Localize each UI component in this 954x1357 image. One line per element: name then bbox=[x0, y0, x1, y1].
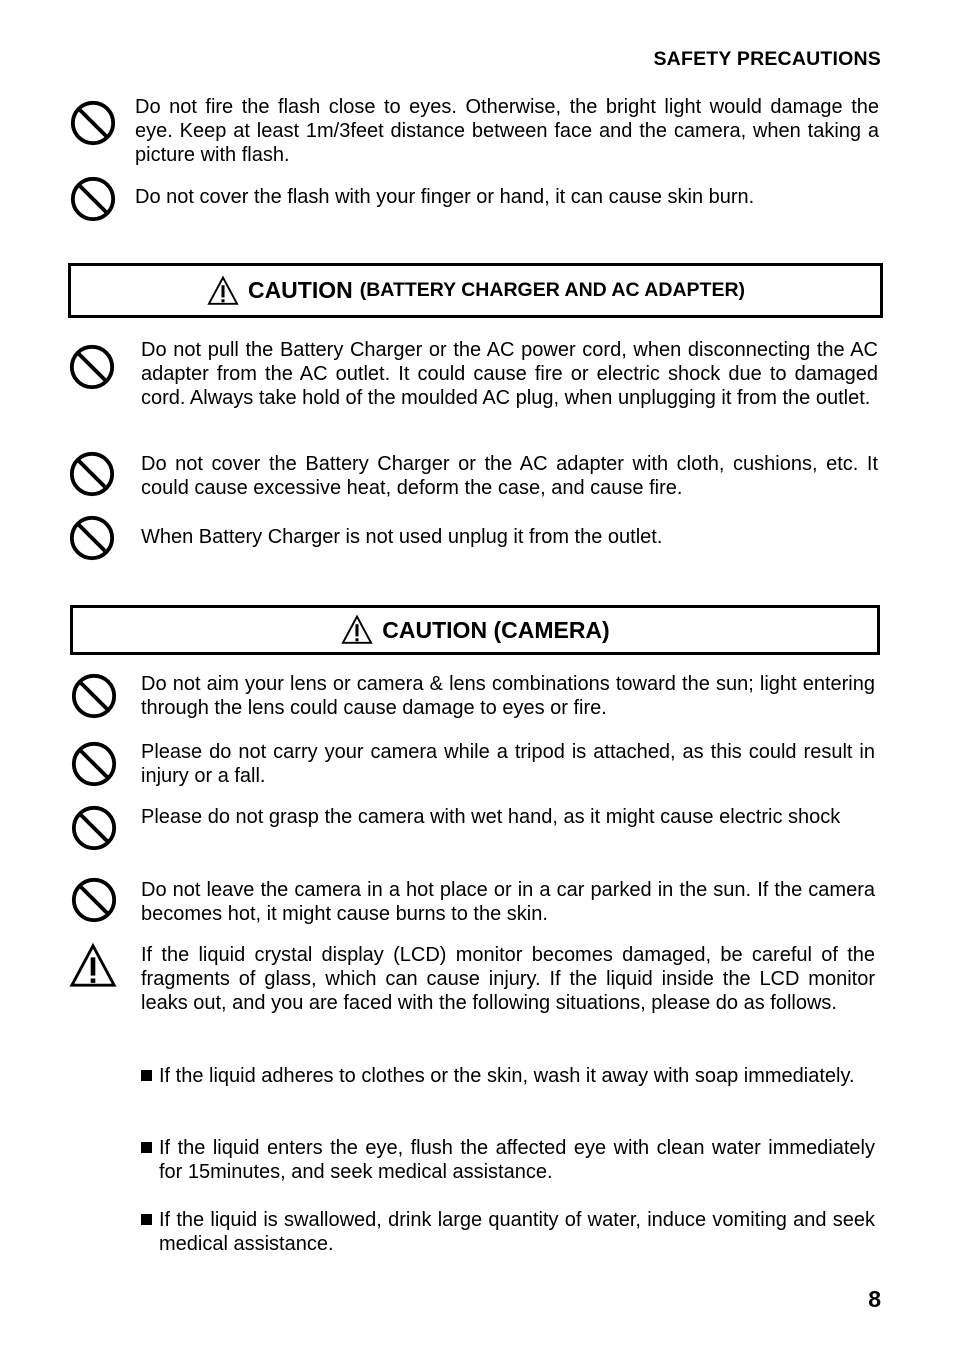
charger-warning-text: Do not cover the Battery Charger or the AC adapter with cloth, cushions, etc. It could cause excessive heat, deform the case, and cause fire. bbox=[141, 453, 878, 499]
caution-title: CAUTION bbox=[247, 277, 353, 303]
camera-warning-text: Do not aim your lens or camera & lens combinations toward the sun; light entering through the lens could cause damage to eyes or fire. bbox=[141, 673, 875, 719]
prohibition-icon bbox=[69, 175, 117, 223]
caution-subtitle: (BATTERY CHARGER AND AC ADAPTER) bbox=[359, 279, 746, 301]
bullet-text: If the liquid is swallowed, drink large quantity of water, induce vomiting and seek medical assistance. bbox=[159, 1209, 875, 1255]
warning-triangle-icon bbox=[206, 275, 240, 307]
prohibition-icon bbox=[70, 804, 118, 852]
camera-warning-text: Please do not grasp the camera with wet hand, as it might cause electric shock bbox=[141, 806, 841, 828]
bullet-square-icon bbox=[141, 1214, 152, 1225]
camera-warning-text: Please do not carry your camera while a tripod is attached, as this could result in injury or a fall. bbox=[141, 741, 875, 787]
warning-triangle-icon bbox=[69, 942, 117, 990]
bullet-text: If the liquid adheres to clothes or the skin, wash it away with soap immediately. bbox=[159, 1065, 855, 1087]
prohibition-icon bbox=[69, 99, 117, 147]
prohibition-icon bbox=[68, 343, 116, 391]
prohibition-icon bbox=[68, 450, 116, 498]
list-item bbox=[141, 1136, 875, 1184]
prohibition-icon bbox=[68, 514, 116, 562]
camera-warning-text: If the liquid crystal display (LCD) monitor becomes damaged, be careful of the fragments of glass, which can cause injury. If the liquid inside the LCD monitor leaks out, and you are faced with the following situations, please do as follows. bbox=[141, 944, 875, 1014]
prohibition-icon bbox=[70, 740, 118, 788]
list-item bbox=[141, 1208, 875, 1256]
charger-warning-text: When Battery Charger is not used unplug it from the outlet. bbox=[141, 526, 663, 548]
warning-triangle-icon bbox=[340, 614, 374, 646]
prohibition-icon bbox=[70, 672, 118, 720]
list-item bbox=[141, 1064, 875, 1088]
bullet-square-icon bbox=[141, 1070, 152, 1081]
caution-charger-banner bbox=[68, 263, 883, 318]
bullet-text: If the liquid enters the eye, flush the affected eye with clean water immediately for 15minutes, and seek medical assistance. bbox=[159, 1137, 875, 1183]
camera-warning-text: Do not leave the camera in a hot place or in a car parked in the sun. If the camera becomes hot, it might cause burns to the skin. bbox=[141, 879, 875, 925]
charger-warning-text: Do not pull the Battery Charger or the AC power cord, when disconnecting the AC adapter from the AC outlet. It could cause fire or electric shock due to damaged cord. Always take hold of the moulded AC plug, when unplugging it from the outlet. bbox=[141, 339, 878, 409]
caution-title: CAUTION (CAMERA) bbox=[382, 616, 610, 643]
caution-camera-banner bbox=[70, 605, 880, 655]
page-number: 8 bbox=[868, 1286, 881, 1312]
flash-warning-text: Do not cover the flash with your finger or hand, it can cause skin burn. bbox=[135, 186, 755, 208]
prohibition-icon bbox=[70, 876, 118, 924]
page-header: SAFETY PRECAUTIONS bbox=[653, 48, 881, 70]
bullet-square-icon bbox=[141, 1142, 152, 1153]
flash-warning-text: Do not fire the flash close to eyes. Otherwise, the bright light would damage the eye. Keep at least 1m/3feet distance between face and the camera, when taking a picture with flash. bbox=[135, 96, 879, 166]
